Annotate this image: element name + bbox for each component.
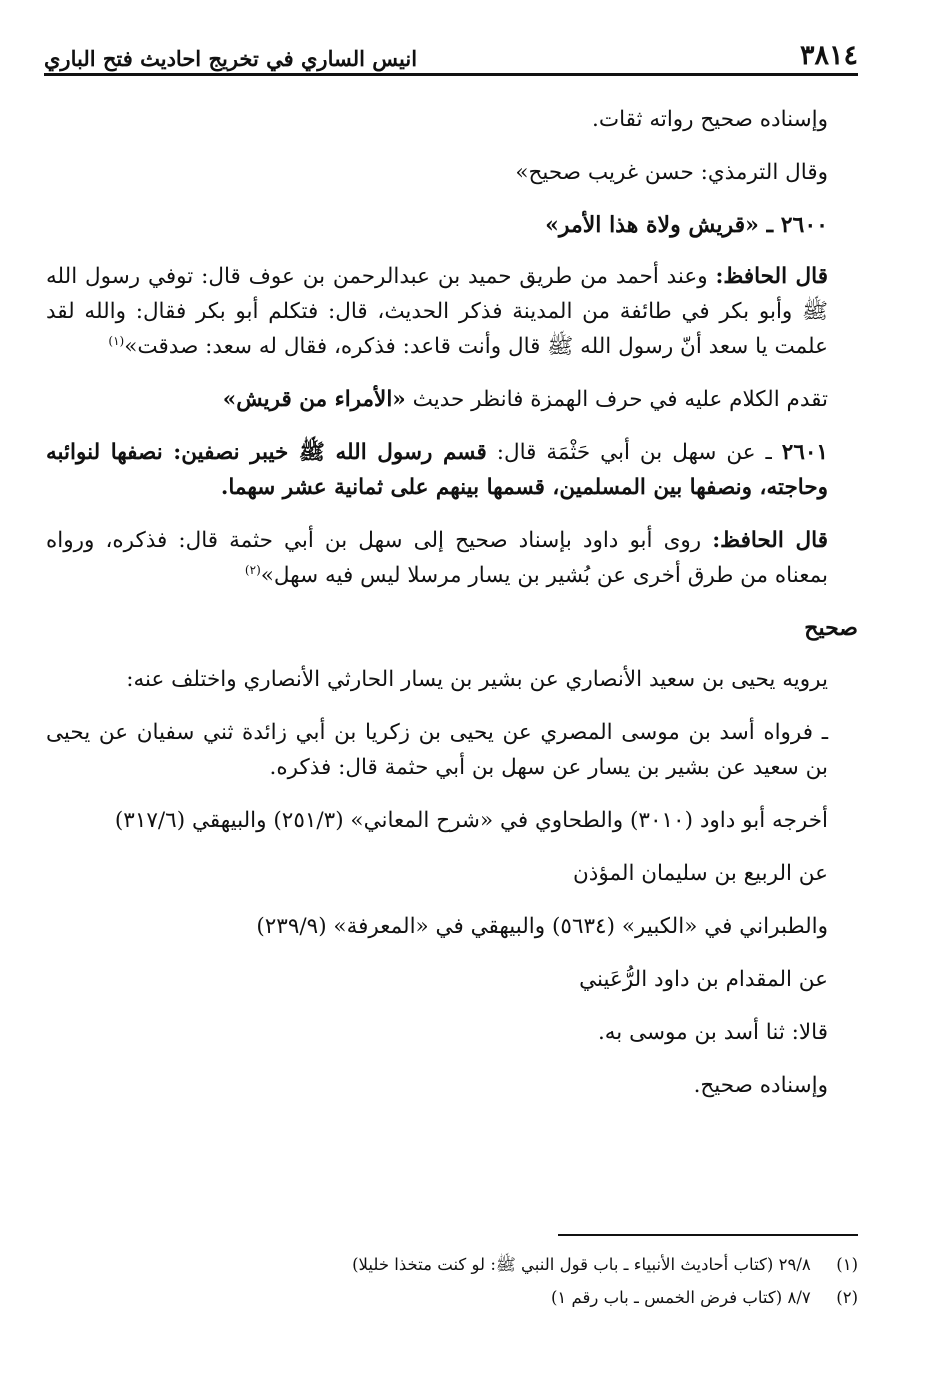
paragraph-text: أخرجه أبو داود (٣٠١٠) والطحاوي في «شرح المعاني» (٢٥١/٣) والبيهقي (٣١٧/٦) (114, 808, 828, 833)
chain-line: عن الربيع بن سليمان المؤذن (573, 861, 828, 886)
chain-line: وإسناده صحيح. (693, 1073, 828, 1098)
footnote-number: (٢) (836, 1288, 858, 1307)
chain-line: والطبراني في «الكبير» (٥٦٣٤) والبيهقي في «المعرفة» (٢٣٩/٩) (256, 914, 828, 939)
hadith-dash: ـ (765, 440, 772, 465)
footnote-item (46, 1281, 858, 1314)
page-header (44, 28, 858, 76)
paragraph (46, 715, 858, 785)
chain-line: عن المقدام بن داود الرُّعَيني (579, 967, 828, 992)
grade-heading: صحيح (804, 615, 858, 641)
paragraph-text: ـ فرواه أسد بن موسى المصري عن يحيى بن زكريا بن أبي زائدة ثني سفيان عن يحيى بن سعيد عن بشير بن يسار عن سهل بن أبي حثمة قال: فذكره. (46, 720, 828, 780)
running-title: انيس الساري في تخريج احاديث فتح الباري (44, 46, 418, 71)
hafiz-label: قال الحافظ: (712, 528, 828, 553)
hadith-number: ٢٦٠١ (781, 440, 828, 465)
paragraph-text: وقال الترمذي: حسن غريب صحيح» (515, 160, 828, 185)
page-number: ٣٨١٤ (799, 40, 858, 71)
footnote-text: ٨/٧ (كتاب فرض الخمس ـ باب رقم ١) (550, 1288, 811, 1307)
hafiz-paragraph (46, 259, 858, 364)
chain-line: قالا: ثنا أسد بن موسى به. (597, 1020, 828, 1045)
hafiz-text: وعند أحمد من طريق حميد بن عبدالرحمن بن عوف قال: توفي رسول الله ﷺ وأبو بكر في طائفة من المدينة فذكر الحديث، قال: فتكلم أبو بكر فقال: والله لقد علمت يا سعد أنّ رسول الله ﷺ قال وأنت قاعد: فذكره، فقال له سعد: صدقت» (46, 264, 828, 359)
cross-reference (46, 382, 858, 417)
footnote-text: ٢٩/٨ (كتاب أحاديث الأنبياء ـ باب قول النبي ﷺ: لو كنت متخذا خليلا) (352, 1255, 811, 1274)
footnote-ref: (١) (108, 333, 125, 348)
hadith-heading-2601 (46, 435, 858, 505)
hadith-matn: قسم رسول الله ﷺ خيبر نصفين: نصفها لنوائبه وحاجته، ونصفها بين المسلمين، قسمها بينهم على ثمانية عشر سهما. (46, 440, 828, 500)
footnote-ref: (٢) (244, 562, 261, 577)
footnote-number: (١) (836, 1255, 858, 1274)
cross-reference-text: تقدم الكلام عليه في حرف الهمزة فانظر حديث (412, 387, 828, 412)
paragraph-text: وإسناده صحيح رواته ثقات. (592, 107, 828, 132)
paragraph (46, 102, 858, 137)
hafiz-paragraph (46, 523, 858, 593)
paragraph (46, 155, 858, 190)
paragraph (46, 662, 858, 697)
footnotes (46, 1248, 858, 1314)
paragraph (46, 803, 858, 838)
paragraph-text: يرويه يحيى بن سعيد الأنصاري عن بشير بن يسار الحارثي الأنصاري واختلف عنه: (126, 667, 828, 692)
hafiz-label: قال الحافظ: (715, 264, 828, 289)
hadith-title: «قريش ولاة هذا الأمر» (545, 212, 759, 238)
hadith-lead: عن سهل بن أبي حَثْمَة قال: (496, 440, 756, 465)
page-body (46, 102, 858, 1121)
cross-reference-title: «الأمراء من قريش» (222, 387, 406, 412)
footnote-item (46, 1248, 858, 1281)
hadith-number: ٢٦٠٠ (780, 212, 828, 238)
footnote-divider (558, 1234, 858, 1236)
hadith-heading-2600 (46, 208, 858, 243)
hafiz-text: روى أبو داود بإسناد صحيح إلى سهل بن أبي حثمة قال: فذكره، ورواه بمعناه من طرق أخرى عن بُشير بن يسار مرسلا ليس فيه سهل» (46, 528, 828, 588)
hadith-dash: ـ (766, 212, 774, 238)
